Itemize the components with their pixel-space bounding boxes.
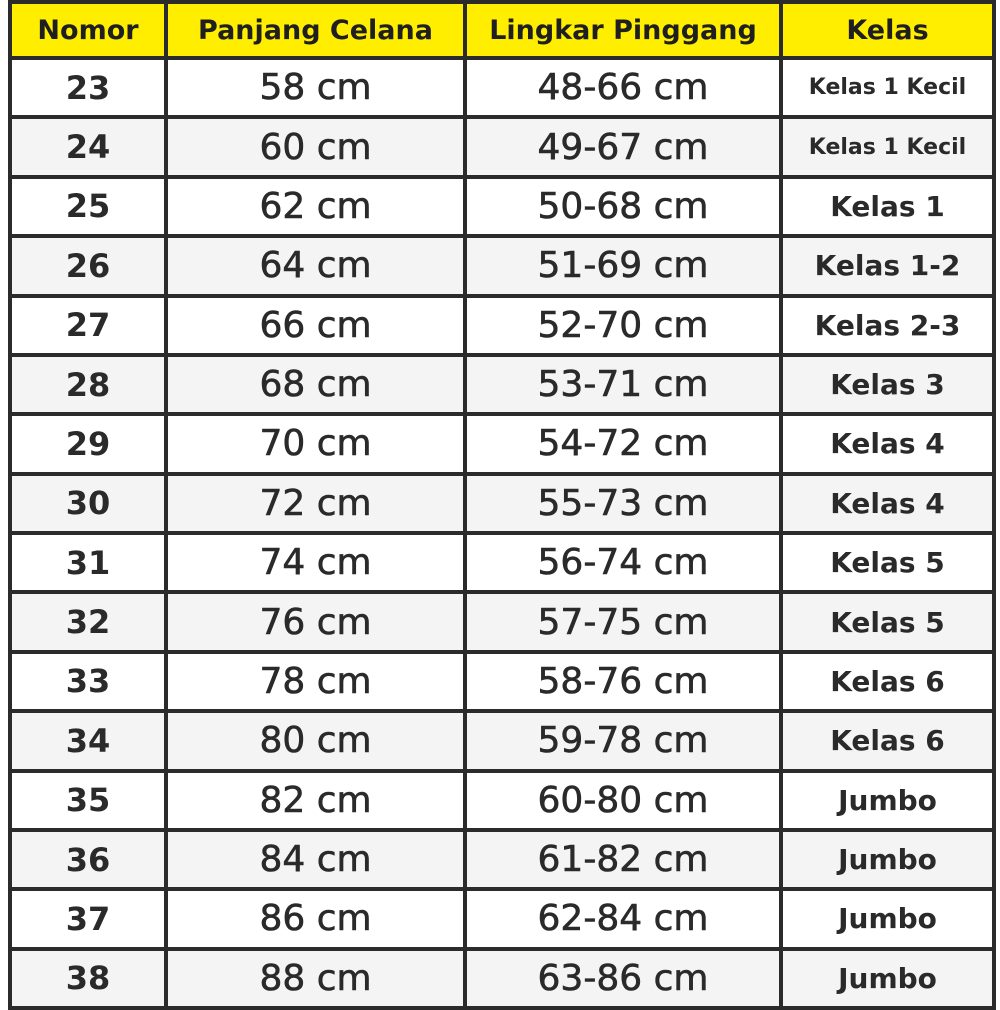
cell-kelas: Kelas 4 [781,414,994,473]
table-row [10,592,994,651]
table-row [10,236,994,295]
cell-panjang-celana: 72 cm [166,474,465,533]
cell-nomor: 24 [10,117,166,176]
cell-kelas: Jumbo [781,889,994,948]
header-nomor: Nomor [10,2,166,58]
cell-kelas: Kelas 6 [781,711,994,770]
cell-panjang-celana: 84 cm [166,830,465,889]
cell-nomor: 23 [10,58,166,117]
cell-nomor: 36 [10,830,166,889]
cell-nomor: 25 [10,177,166,236]
cell-kelas: Kelas 2-3 [781,296,994,355]
cell-panjang-celana: 74 cm [166,533,465,592]
cell-lingkar-pinggang: 59-78 cm [465,711,781,770]
cell-lingkar-pinggang: 55-73 cm [465,474,781,533]
cell-nomor: 30 [10,474,166,533]
cell-panjang-celana: 82 cm [166,771,465,830]
cell-lingkar-pinggang: 50-68 cm [465,177,781,236]
cell-kelas: Kelas 1 Kecil [781,58,994,117]
cell-lingkar-pinggang: 56-74 cm [465,533,781,592]
cell-lingkar-pinggang: 60-80 cm [465,771,781,830]
table-header [10,2,994,58]
cell-lingkar-pinggang: 54-72 cm [465,414,781,473]
cell-panjang-celana: 86 cm [166,889,465,948]
table-body [10,58,994,1008]
table-row [10,474,994,533]
table-row [10,889,994,948]
table-row [10,414,994,473]
table-row [10,711,994,770]
cell-nomor: 34 [10,711,166,770]
table-row [10,355,994,414]
cell-lingkar-pinggang: 58-76 cm [465,652,781,711]
cell-panjang-celana: 70 cm [166,414,465,473]
cell-kelas: Jumbo [781,949,994,1008]
cell-nomor: 38 [10,949,166,1008]
cell-lingkar-pinggang: 53-71 cm [465,355,781,414]
cell-kelas: Jumbo [781,830,994,889]
cell-nomor: 33 [10,652,166,711]
size-chart-table [8,0,996,1010]
header-panjang-celana: Panjang Celana [166,2,465,58]
cell-kelas: Kelas 1-2 [781,236,994,295]
cell-panjang-celana: 78 cm [166,652,465,711]
cell-panjang-celana: 80 cm [166,711,465,770]
cell-panjang-celana: 62 cm [166,177,465,236]
cell-lingkar-pinggang: 51-69 cm [465,236,781,295]
header-kelas: Kelas [781,2,994,58]
table-row [10,652,994,711]
cell-kelas: Kelas 1 [781,177,994,236]
cell-lingkar-pinggang: 49-67 cm [465,117,781,176]
header-lingkar-pinggang: Lingkar Pinggang [465,2,781,58]
cell-lingkar-pinggang: 57-75 cm [465,592,781,651]
cell-nomor: 28 [10,355,166,414]
table-row [10,771,994,830]
cell-nomor: 35 [10,771,166,830]
cell-nomor: 27 [10,296,166,355]
cell-lingkar-pinggang: 63-86 cm [465,949,781,1008]
cell-nomor: 31 [10,533,166,592]
table-row [10,533,994,592]
cell-lingkar-pinggang: 48-66 cm [465,58,781,117]
cell-kelas: Jumbo [781,771,994,830]
cell-kelas: Kelas 5 [781,592,994,651]
cell-nomor: 32 [10,592,166,651]
table-row [10,949,994,1008]
cell-panjang-celana: 76 cm [166,592,465,651]
table-row [10,177,994,236]
table-row [10,296,994,355]
cell-nomor: 26 [10,236,166,295]
cell-kelas: Kelas 3 [781,355,994,414]
cell-kelas: Kelas 6 [781,652,994,711]
table-row [10,830,994,889]
cell-nomor: 29 [10,414,166,473]
cell-panjang-celana: 88 cm [166,949,465,1008]
header-row [10,2,994,58]
table-row [10,58,994,117]
cell-lingkar-pinggang: 61-82 cm [465,830,781,889]
cell-nomor: 37 [10,889,166,948]
cell-panjang-celana: 60 cm [166,117,465,176]
cell-kelas: Kelas 5 [781,533,994,592]
cell-panjang-celana: 66 cm [166,296,465,355]
cell-kelas: Kelas 4 [781,474,994,533]
cell-kelas: Kelas 1 Kecil [781,117,994,176]
cell-lingkar-pinggang: 52-70 cm [465,296,781,355]
cell-panjang-celana: 68 cm [166,355,465,414]
cell-panjang-celana: 58 cm [166,58,465,117]
table-row [10,117,994,176]
cell-lingkar-pinggang: 62-84 cm [465,889,781,948]
cell-panjang-celana: 64 cm [166,236,465,295]
